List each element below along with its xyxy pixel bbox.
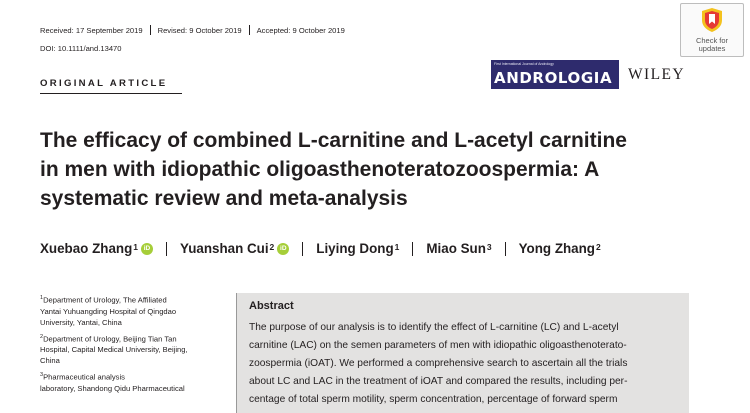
abstract-body [249,319,681,409]
journal-tagline: First International Journal of Andrology [494,62,554,66]
check-for-updates-icon [701,7,723,33]
title-line: in men with idiopathic oligoasthenoteratozoospermia: A [40,158,600,181]
abstract-heading: Abstract [249,300,294,312]
affiliation-item: $^2$Department of Urology, Beijing Tian Tan Hospital, Capital Medical University, Beijing, China [40,333,188,366]
abstract-section [236,293,689,413]
received-date: Received: 17 September 2019 [40,26,143,35]
abstract-line: centage of total sperm motility, sperm concentration, percentage of forward sperm [249,394,618,405]
revised-date: Revised: 9 October 2019 [157,26,242,35]
abstract-line: The purpose of our analysis is to identify the effect of L-carnitine (LC) and L-acetyl [249,322,619,333]
affiliation-item: $^3$Pharmaceutical analysis laboratory, Shandong Qidu Pharmaceutical [40,372,185,393]
date-divider [249,25,250,35]
check-for-updates-label: Check for updates [695,36,729,53]
author-name[interactable]: Yuanshan Cui $^2$ iD [180,241,289,256]
orcid-icon[interactable]: iD [141,243,153,255]
title-line: The efficacy of combined L-carnitine and L-acetyl carnitine [40,129,627,152]
author-name[interactable]: Xuebao Zhang $^1$ iD [40,241,153,256]
check-for-updates-badge[interactable] [680,3,744,57]
author-name[interactable]: Yong Zhang $^2$ [518,241,601,256]
author-name[interactable]: Liying Dong $^1$ [316,241,400,256]
author-divider [166,242,167,256]
author-divider [302,242,303,256]
author-divider [505,242,506,256]
article-title [40,126,680,213]
article-type-underline [40,93,182,94]
journal-logo [491,60,619,89]
abstract-line: about LC and LAC in the treatment of iOAT and compared the results, including per- [249,376,628,387]
orcid-icon[interactable]: iD [277,243,289,255]
abstract-line: zoospermia (iOAT). We performed a comprehensive search to ascertain all the trials [249,358,628,369]
author-list [40,241,601,256]
author-divider [412,242,413,256]
accepted-date: Accepted: 9 October 2019 [256,26,345,35]
article-type-label: ORIGINAL ARTICLE [40,78,168,89]
affiliation-item: $^1$Department of Urology, The Affiliated Yantai Yuhuangding Hospital of Qingdao University, Yantai, China [40,295,177,327]
date-divider [150,25,151,35]
publisher-logo: WILEY [628,66,685,83]
author-name[interactable]: Miao Sun $^3$ [426,241,492,256]
publication-dates [40,25,345,35]
journal-name: ANDROLOGIA [494,69,613,87]
affiliations [40,293,225,398]
doi-link[interactable]: DOI: 10.1111/and.13470 [40,44,122,53]
title-line: systematic review and meta-analysis [40,187,408,210]
abstract-line: carnitine (LAC) on the semen parameters of men with idiopathic oligoasthenoterato- [249,340,627,351]
